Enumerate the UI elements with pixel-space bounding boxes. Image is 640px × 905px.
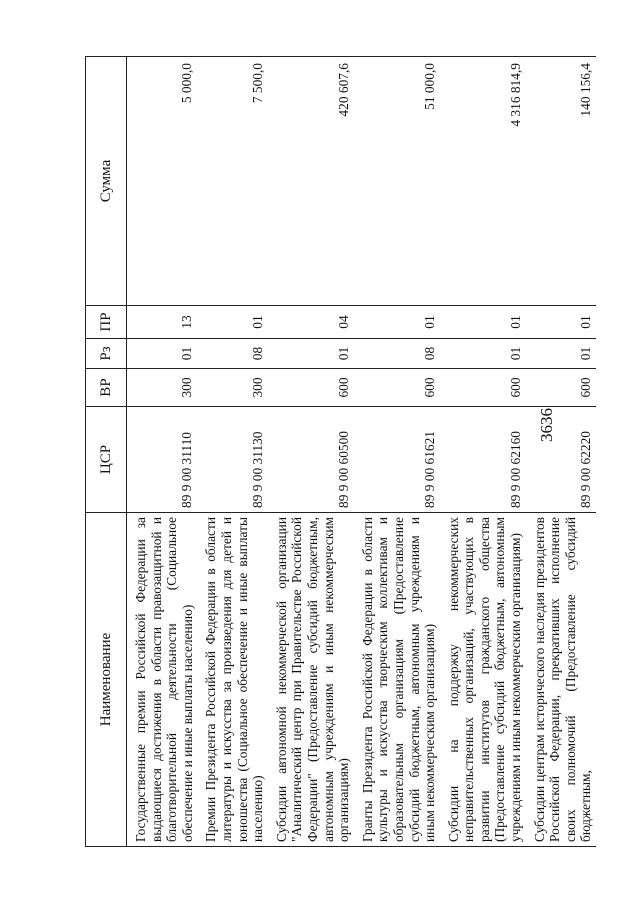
row-sum: 140 156,4 [526,57,596,306]
row-csr: 89 9 00 61621 [354,407,440,513]
row-csr: 89 9 00 31110 [127,407,198,513]
row-csr: 89 9 00 31130 [197,407,267,513]
row-sum: 5 000,0 [127,57,198,306]
header-sum: Сумма [86,57,127,306]
row-pr: 13 [127,306,198,339]
row-name: Субсидии на поддержку некоммерческих неправительственных организаций, участвующих в развитии институтов гражданского общества (Предоставление субсидий бюджетным, автономным учреждениям и иным некоммерческим организациям) [440,513,526,847]
page-number: 3636 [537,408,556,442]
row-vr: 300 [127,369,198,407]
row-rz: 01 [440,339,526,369]
row-pr: 01 [197,306,267,339]
row-vr: 600 [440,369,526,407]
header-pr: ПР [86,306,127,339]
row-csr: 89 9 00 62160 [440,407,526,513]
row-pr: 04 [268,306,354,339]
row-vr: 600 [268,369,354,407]
table-row [354,57,440,847]
row-vr: 600 [526,369,596,407]
table-row [268,57,354,847]
header-csr: ЦСР [86,407,127,513]
row-sum: 4 316 814,9 [440,57,526,306]
row-pr: 01 [354,306,440,339]
header-rz: Рз [86,339,127,369]
row-rz: 01 [526,339,596,369]
row-rz: 08 [197,339,267,369]
header-row [86,57,127,847]
row-name: Гранты Президента Российской Федерации в области культуры и искусства творческим коллективам и образовательным организациям (Предоставление субсидий бюджетным, автономным учреждениям и иным некоммерческим организациям) [354,513,440,847]
row-vr: 300 [197,369,267,407]
budget-table [85,56,596,847]
row-sum: 7 500,0 [197,57,267,306]
table-row [127,57,198,847]
row-rz: 01 [127,339,198,369]
header-vr: ВР [86,369,127,407]
table-row [526,57,596,847]
row-pr: 01 [440,306,526,339]
row-vr: 600 [354,369,440,407]
row-rz: 08 [354,339,440,369]
row-csr: 89 9 00 60500 [268,407,354,513]
row-rz: 01 [268,339,354,369]
table-row [197,57,267,847]
row-name: Субсидии центрам исторического наследия президентов Российской Федерации, прекративших исполнение своих полномочий (Предоставление субсидий бюджетным, [526,513,596,847]
row-sum: 51 000,0 [354,57,440,306]
row-pr: 01 [526,306,596,339]
header-name: Наименование [86,513,127,847]
budget-table-container [85,57,594,847]
row-name: Субсидии автономной некоммерческой организации "Аналитический центр при Правительстве Российской Федерации" (Предоставление субсидий бюджетным, автономным учреждениям и иным некоммерческим организациям) [268,513,354,847]
row-name: Государственные премии Российской Федерации за выдающиеся достижения в области правозащитной и благотворительной деятельности (Социальное обеспечение и иные выплаты населению) [127,513,198,847]
table-row [440,57,526,847]
row-sum: 420 607,6 [268,57,354,306]
row-csr: 89 9 00 62220 [526,407,596,513]
row-name: Премии Президента Российской Федерации в области литературы и искусства за произведения для детей и юношества (Социальное обеспечение и иные выплаты населению) [197,513,267,847]
